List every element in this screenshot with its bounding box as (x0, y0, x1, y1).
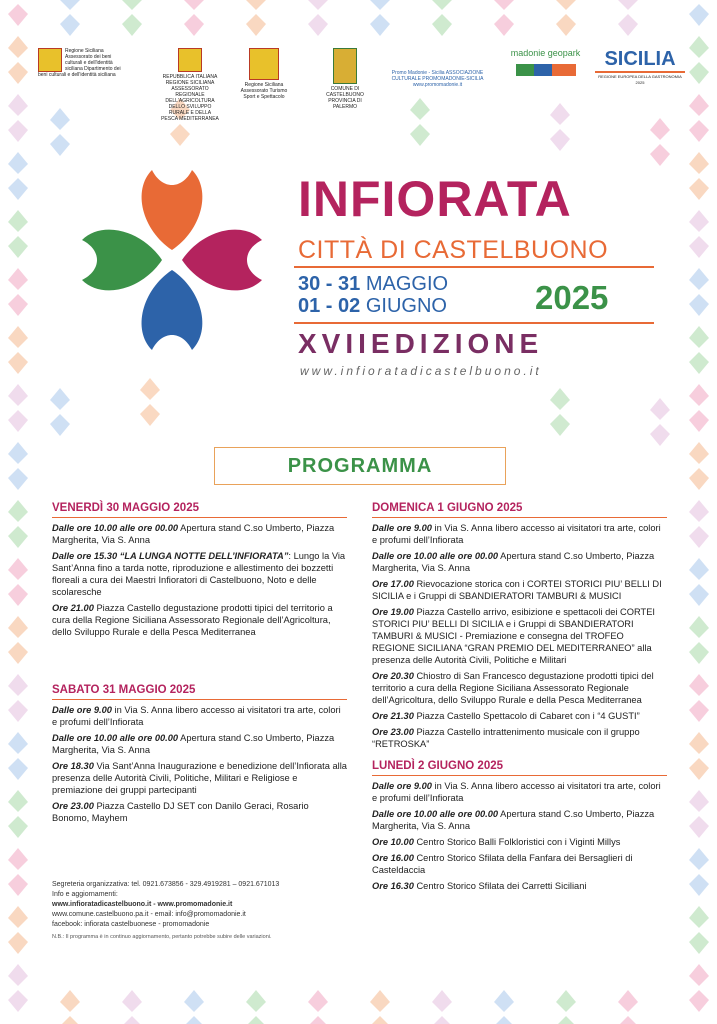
pattern-petal (550, 388, 570, 436)
pattern-petal (689, 442, 709, 490)
pattern-petal (689, 94, 709, 142)
event-dates: 30 - 31 MAGGIO 01 - 02 GIUGNO (298, 273, 449, 317)
pattern-petal (689, 0, 709, 26)
pattern-petal (370, 990, 390, 1024)
event-item: Ore 17.00 Rievocazione storica con i CORTEI STORICI PIU’ BELLI DI SICILIA e i Gruppi di SBANDIERATORI TAMBURI & MUSICI (372, 579, 662, 601)
event-item: Ore 19.00 Piazza Castello arrivo, esibizione e spettacoli dei CORTEI STORICI PIU’ BELLI DI SICILIA e i Gruppi di SBANDIERATORI TAMBURI & MUSICI - Premiazione e consegna del TROFEO REGIONE SICILIANA “GRAN PREMIO DEL MEDITERRANEO” alla presenza delle Autorità Civili, Politiche e Militari (372, 607, 656, 665)
pattern-petal (184, 0, 204, 36)
day-heading: VENERDÌ 30 MAGGIO 2025 (52, 502, 347, 518)
sicilia-gastronomia-logo: SICILIA REGIONE EUROPEA DELLA GASTRONOMIA 2025 (595, 48, 685, 86)
footer-info-label: Info e aggiornamenti: (52, 891, 118, 898)
pattern-petal (8, 326, 28, 374)
event-item: Ore 16.00 Centro Storico Sfilata della Fanfara dei Bersaglieri di Casteldaccia (372, 853, 633, 875)
event-year: 2025 (535, 279, 609, 316)
pattern-petal (494, 0, 514, 36)
event-item: Ore 23.00 Piazza Castello intrattenimento musicale con il gruppo “RETROSKA” (372, 727, 640, 749)
pattern-petal (8, 94, 28, 142)
pattern-petal (8, 210, 28, 258)
pattern-petal (689, 384, 709, 432)
pattern-petal (689, 674, 709, 722)
pattern-petal (308, 990, 328, 1024)
day-heading: LUNEDÌ 2 GIUGNO 2025 (372, 760, 667, 776)
event-item: Dalle ore 9.00 in Via S. Anna libero accesso ai visitatori tra arte, colori e profumi dell’Infiorata (372, 781, 661, 803)
event-title: INFIORATA (298, 171, 572, 227)
divider-top (294, 266, 654, 268)
turismo-logo: Regione Siciliana Assessorato Turismo Sport e Spettacolo (240, 48, 288, 100)
pattern-petal (8, 442, 28, 490)
event-item: Dalle ore 9.00 in Via S. Anna libero accesso ai visitatori tra arte, colori e profumi dell’Infiorata (372, 523, 661, 545)
pattern-petal (689, 848, 709, 896)
programma-heading: PROGRAMMA (214, 447, 506, 485)
event-item: Dalle ore 10.00 alle ore 00.00 Apertura stand C.so Umberto, Piazza Margherita, Via S. Anna (372, 809, 655, 831)
pattern-petal (689, 210, 709, 258)
event-edition: XVIIEDIZIONE (298, 328, 544, 359)
pattern-petal (556, 0, 576, 36)
event-item: Ore 21.30 Piazza Castello Spettacolo di Cabaret con i “4 GUSTI” (372, 711, 640, 721)
sicilia-wordmark: SICILIA (604, 48, 676, 70)
event-item: Ore 23.00 Piazza Castello DJ SET con Danilo Geraci, Rosario Bonomo, Mayhem (52, 801, 309, 823)
event-item: Ore 18.30 Via Sant’Anna Inaugurazione e benedizione dell’Infiorata alla presenza delle Autorità Civili, Politiche, Militari e Religiose e premiazione dei gruppi partecipanti (52, 761, 347, 795)
footer-websites[interactable]: www.infioratadicastelbuono.it - www.promomadonie.it (52, 901, 233, 908)
pattern-petal (650, 118, 670, 166)
pattern-petal (8, 152, 28, 200)
footer-note: N.B.: Il programma è in continuo aggiornamento, pertanto potrebbe subire delle variazioni. (52, 934, 272, 940)
pattern-petal (550, 103, 570, 151)
pattern-petal (122, 0, 142, 36)
pattern-petal (689, 732, 709, 780)
sponsor-logos (30, 48, 690, 122)
regione-siciliana-logo: Regione Siciliana Assessorato dei beni culturali e dell'identità siciliana Dipartimento dei beni culturali e dell'identità siciliana (38, 48, 121, 78)
pattern-petal (60, 990, 80, 1024)
pattern-petal (689, 790, 709, 838)
footer-email[interactable]: www.comune.castelbuono.pa.it - email: info@promomadonie.it (52, 911, 246, 918)
pattern-petal (8, 0, 28, 26)
pattern-petal (689, 906, 709, 954)
pattern-petal (556, 990, 576, 1024)
pattern-petal (689, 152, 709, 200)
madonie-geopark-logo: madonie geopark (508, 48, 583, 76)
pattern-petal (8, 848, 28, 896)
day-block (52, 502, 347, 638)
pattern-petal (246, 990, 266, 1024)
event-item: Dalle ore 10.00 alle ore 00.00 Apertura stand C.so Umberto, Piazza Margherita, Via S. Anna (52, 733, 335, 755)
pattern-petal (8, 964, 28, 1012)
pattern-petal (8, 268, 28, 316)
pattern-petal (8, 384, 28, 432)
website-url[interactable]: www.infioratadicastelbuono.it (300, 364, 542, 378)
promomadonie-logo: Promo Madonie - Sicilia ASSOCIAZIONE CULTURALE PROMOMADONIE-SICILIA www.promomadonie.it (391, 70, 484, 88)
pattern-petal (122, 990, 142, 1024)
pattern-petal (246, 0, 266, 36)
event-item: Ore 16.30 Centro Storico Sfilata dei Carretti Siciliani (372, 881, 587, 891)
pattern-petal (8, 790, 28, 838)
pattern-petal (50, 108, 70, 156)
pattern-petal (308, 0, 328, 36)
pattern-petal (370, 0, 390, 36)
pattern-petal (432, 0, 452, 36)
event-item: Dalle ore 10.00 alle ore 00.00 Apertura stand C.so Umberto, Piazza Margherita, Via S. Anna (52, 523, 335, 545)
left-column (52, 502, 347, 828)
footer-phone: Segreteria organizzativa: tel. 0921.673856 - 329.4919281 – 0921.671013 (52, 881, 280, 888)
footer-contacts (52, 880, 279, 930)
event-item: Ore 21.00 Piazza Castello degustazione prodotti tipici del territorio a cura della Regione Siciliana Assessorato Regionale dell’Agricoltura, dello Sviluppo Rurale e della Pesca Mediterranea (52, 603, 333, 637)
pattern-petal (432, 990, 452, 1024)
divider-middle (294, 322, 654, 324)
pattern-petal (618, 990, 638, 1024)
day-heading: SABATO 31 MAGGIO 2025 (52, 684, 347, 700)
day-block (372, 760, 667, 892)
day-block (52, 684, 347, 824)
pattern-petal (689, 268, 709, 316)
event-item: Dalle ore 9.00 in Via S. Anna libero accesso ai visitatori tra arte, colori e profumi dell’Infiorata (52, 705, 341, 727)
pattern-petal (8, 732, 28, 780)
pattern-petal (8, 558, 28, 606)
event-item: Ore 10.00 Centro Storico Balli Folkloristici con i Viginti Millys (372, 837, 621, 847)
pattern-petal (8, 616, 28, 664)
pattern-petal (689, 616, 709, 664)
pattern-petal (494, 990, 514, 1024)
comune-castelbuono-logo: COMUNE DI CASTELBUONO PROVINCIA DI PALERMO (320, 48, 370, 110)
pattern-petal (650, 398, 670, 446)
pattern-petal (689, 326, 709, 374)
day-block (372, 502, 667, 750)
pattern-petal (8, 500, 28, 548)
pattern-petal (689, 558, 709, 606)
day-heading: DOMENICA 1 GIUGNO 2025 (372, 502, 667, 518)
pattern-petal (60, 0, 80, 36)
footer-facebook[interactable]: facebook: infiorata castelbuonese - promomadonie (52, 921, 210, 928)
pattern-petal (689, 964, 709, 1012)
right-column (372, 502, 667, 896)
pattern-petal (8, 36, 28, 84)
pattern-petal (689, 500, 709, 548)
event-subtitle: CITTÀ DI CASTELBUONO (298, 236, 609, 264)
event-item: Ore 20.30 Chiostro di San Francesco degustazione prodotti tipici del territorio a cura della Regione Siciliana Assessorato Regionale dell’Agricoltura, dello Sviluppo Rurale e della Pesca Mediterranea (372, 671, 654, 705)
pattern-petal (8, 906, 28, 954)
pattern-petal (618, 0, 638, 36)
event-item: Dalle ore 10.00 alle ore 00.00 Apertura stand C.so Umberto, Piazza Margherita, Via S. Anna (372, 551, 655, 573)
pattern-petal (689, 36, 709, 84)
pattern-petal (8, 674, 28, 722)
pattern-petal (184, 990, 204, 1024)
repubblica-italiana-logo: REPUBBLICA ITALIANA REGIONE SICILIANA ASSESSORATO REGIONALE DELL'AGRICOLTURA DELLO SVILUPPO RURALE E DELLA PESCA MEDITERRANEA (160, 48, 220, 122)
event-item: Dalle ore 15.30 “LA LUNGA NOTTE DELL’INFIORATA”: Lungo la Via Sant’Anna fino a tarda notte, riproduzione e allestimento dei bozzetti floreali a cura dei Maestri Infioratori di Castelbuono, Noto e delle scolaresche (52, 551, 346, 597)
infiorata-flower-logo (50, 150, 310, 400)
